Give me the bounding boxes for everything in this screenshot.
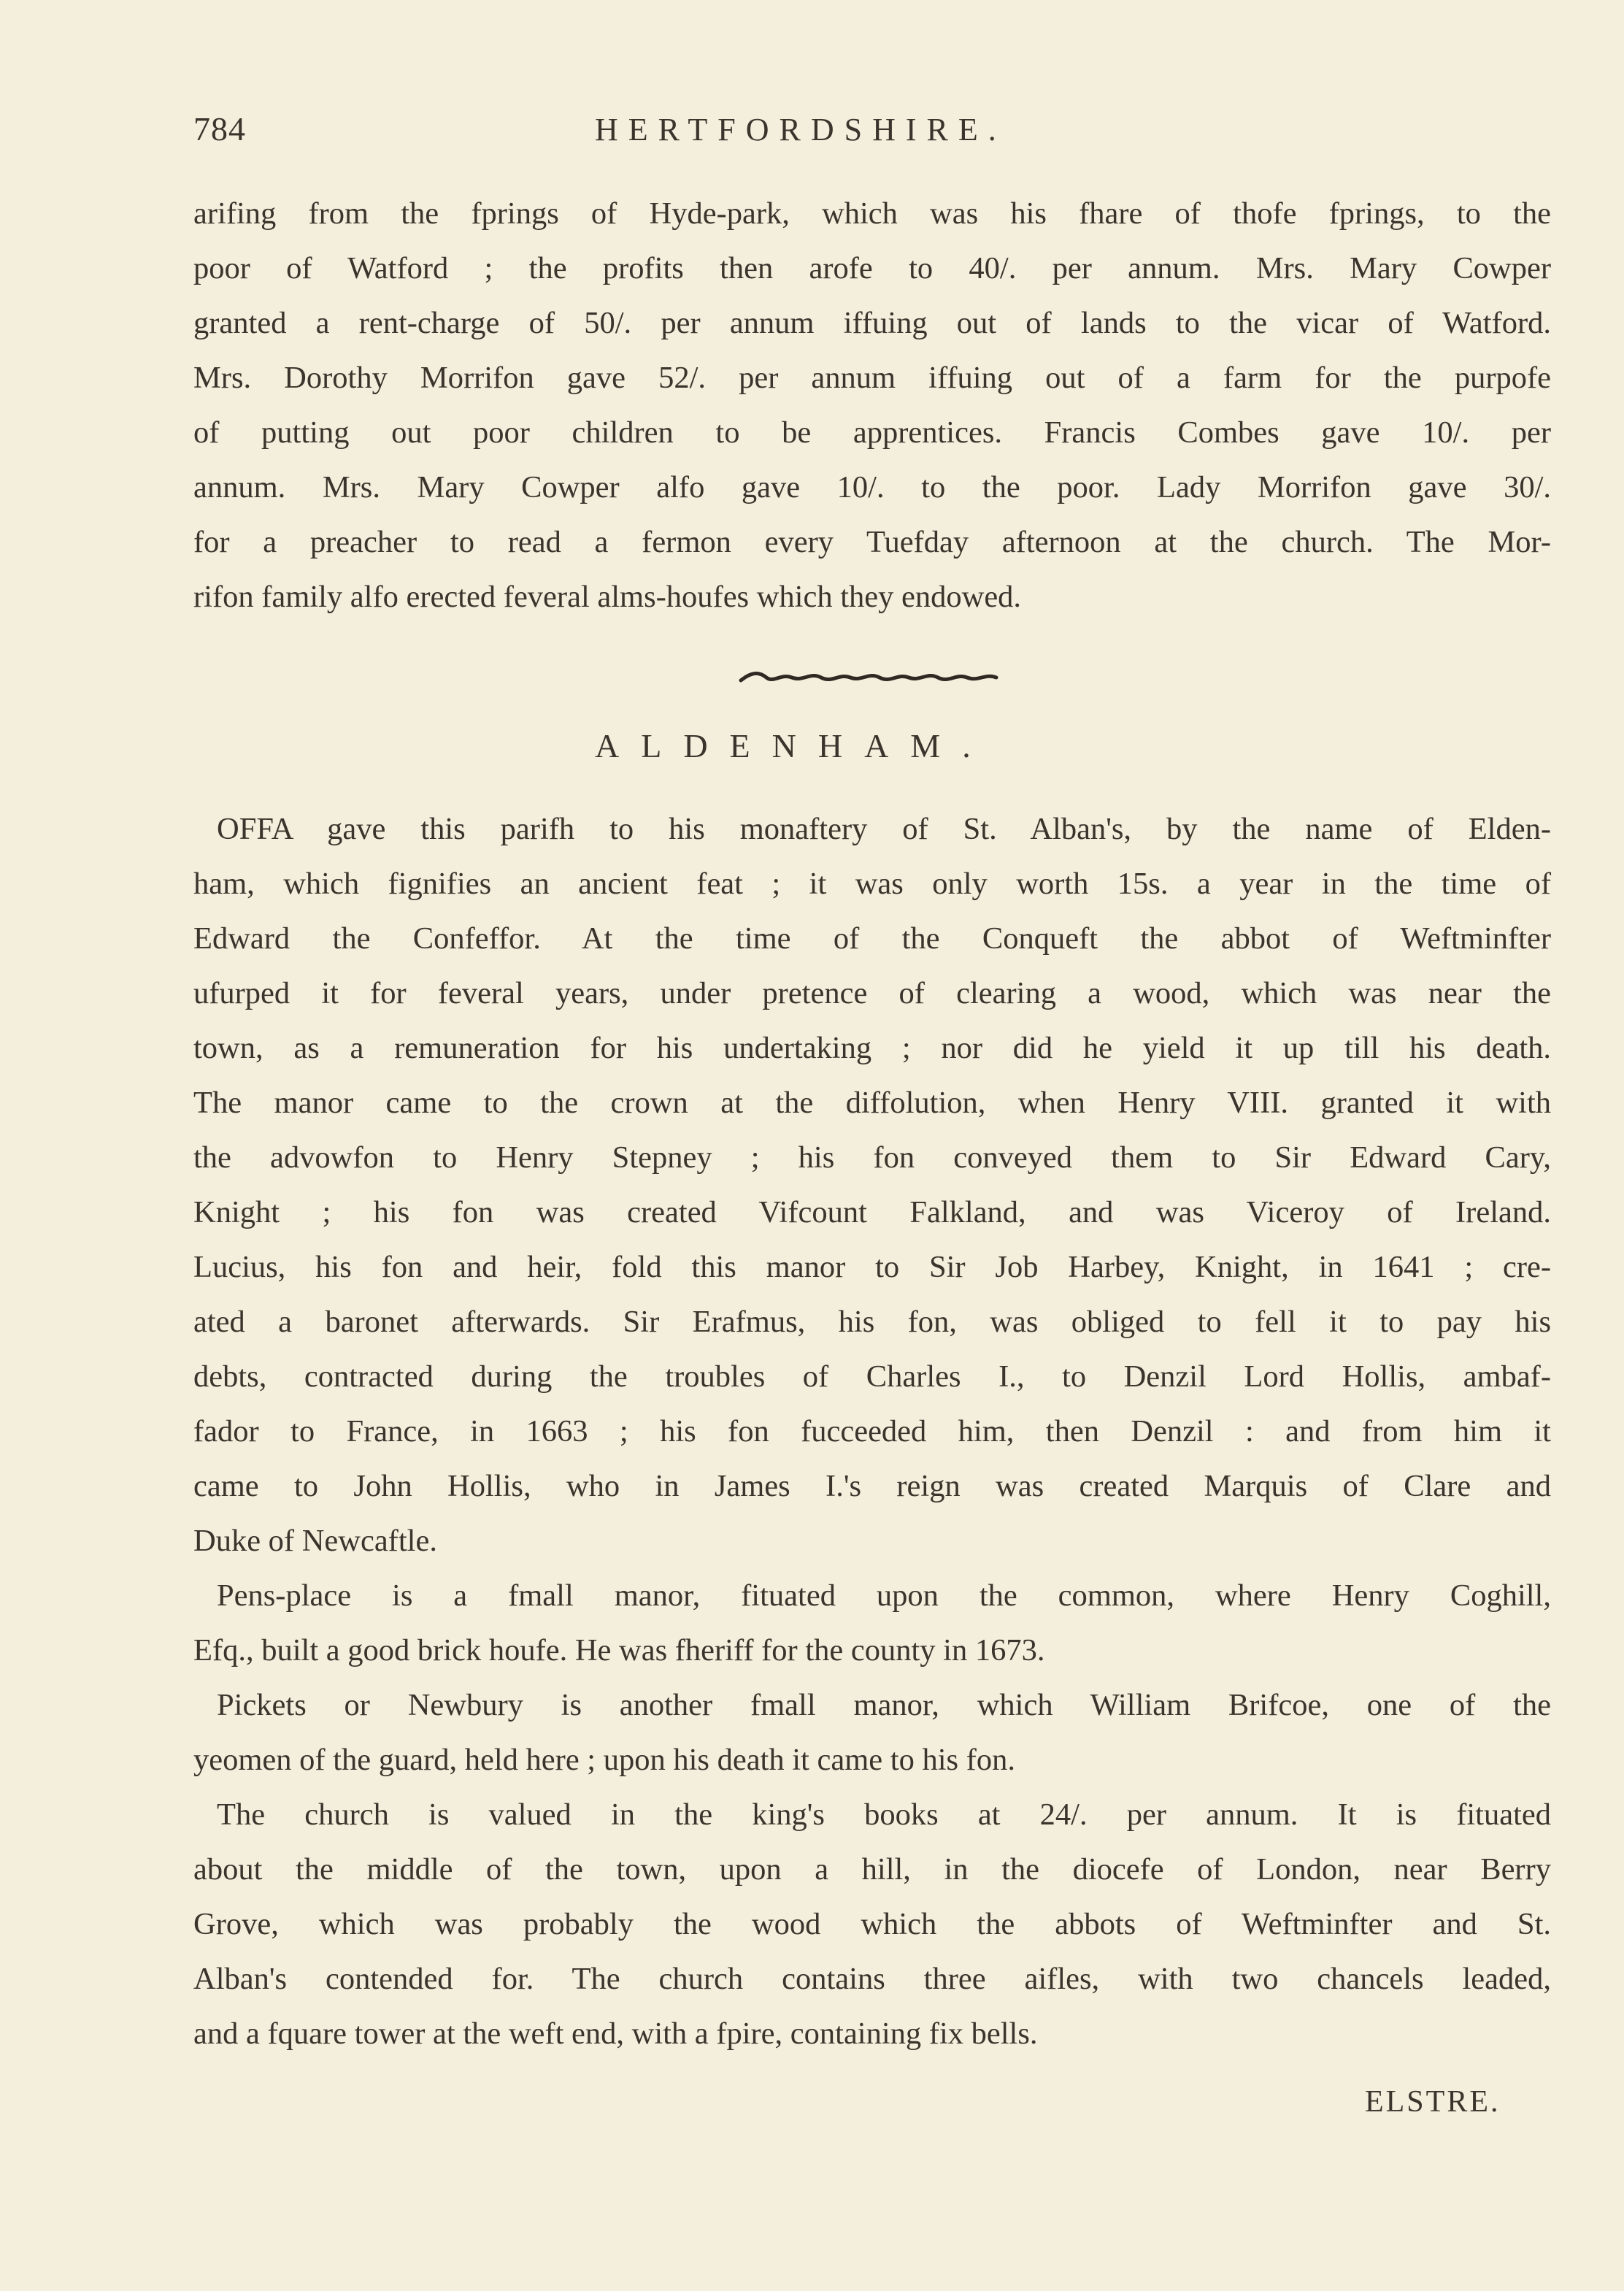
text-line: of putting out poor children to be apprentices. Francis Combes gave 10/. per <box>193 415 1551 450</box>
text-line: Efq., built a good brick houfe. He was fheriff for the county in 1673. <box>193 1633 1045 1668</box>
text-line: debts, contracted during the troubles of Charles I., to Denzil Lord Hollis, ambaf- <box>193 1359 1551 1394</box>
text-line: The manor came to the crown at the diffolution, when Henry VIII. granted it with <box>193 1086 1551 1120</box>
text-line: poor of Watford ; the profits then arofe to 40/. per annum. Mrs. Mary Cowper <box>193 251 1551 285</box>
text-line: came to John Hollis, who in James I.'s reign was created Marquis of Clare and <box>193 1469 1551 1503</box>
text-line: town, as a remuneration for his undertaking ; nor did he yield it up till his death. <box>193 1031 1551 1065</box>
catchword: ELSTRE. <box>1365 2085 1501 2119</box>
text-line: ham, which fignifies an ancient feat ; it was only worth 15s. a year in the time of <box>193 867 1551 901</box>
text-line: rifon family alfo erected feveral alms-houfes which they endowed. <box>193 580 1022 614</box>
decorative-divider-ornament <box>737 670 1000 686</box>
text-line: Duke of Newcaftle. <box>193 1524 437 1558</box>
text-line: The church is valued in the king's books at 24/. per annum. It is fituated <box>217 1797 1551 1832</box>
text-line: Pickets or Newbury is another fmall manor, which William Brifcoe, one of the <box>217 1688 1551 1722</box>
text-line: Knight ; his fon was created Vifcount Falkland, and was Viceroy of Ireland. <box>193 1195 1551 1229</box>
text-line: arifing from the fprings of Hyde-park, which was his fhare of thofe fprings, to the <box>193 196 1551 231</box>
text-line: for a preacher to read a fermon every Tuefday afternoon at the church. The Mor- <box>193 525 1551 559</box>
running-title: HERTFORDSHIRE. <box>595 112 1007 147</box>
text-line: Alban's contended for. The church contains three aifles, with two chancels leaded, <box>193 1962 1551 1996</box>
text-line: fador to France, in 1663 ; his fon fucceeded him, then Denzil : and from him it <box>193 1414 1551 1448</box>
paragraph-watford-charities <box>193 186 1551 624</box>
text-line: about the middle of the town, upon a hill, in the diocefe of London, near Berry <box>193 1852 1551 1887</box>
text-line: Mrs. Dorothy Morrifon gave 52/. per annum iffuing out of a farm for the purpofe <box>193 361 1551 395</box>
text-line: yeomen of the guard, held here ; upon his death it came to his fon. <box>193 1743 1015 1777</box>
text-line: OFFA gave this parifh to his monaftery of St. Alban's, by the name of Elden- <box>217 812 1551 846</box>
text-line: Lucius, his fon and heir, fold this manor to Sir Job Harbey, Knight, in 1641 ; cre- <box>193 1250 1551 1284</box>
text-line: annum. Mrs. Mary Cowper alfo gave 10/. to the poor. Lady Morrifon gave 30/. <box>193 470 1551 504</box>
page-number: 784 <box>193 110 246 147</box>
text-line: Edward the Confeffor. At the time of the Conqueft the abbot of Weftminfter <box>193 921 1551 956</box>
text-line: Pens-place is a fmall manor, fituated upon the common, where Henry Coghill, <box>217 1578 1551 1613</box>
page-header <box>193 110 1551 161</box>
text-line: granted a rent-charge of 50/. per annum iffuing out of lands to the vicar of Watford. <box>193 306 1551 340</box>
text-line: the advowfon to Henry Stepney ; his fon conveyed them to Sir Edward Cary, <box>193 1140 1551 1175</box>
paragraph-aldenham-history <box>193 802 1551 2061</box>
text-line: ated a baronet afterwards. Sir Erafmus, his fon, was obliged to fell it to pay his <box>193 1305 1551 1339</box>
section-title-aldenham: ALDENHAM. <box>595 727 993 764</box>
text-line: and a fquare tower at the weft end, with a fpire, containing fix bells. <box>193 2016 1038 2051</box>
text-line: ufurped it for feveral years, under pretence of clearing a wood, which was near the <box>193 976 1551 1010</box>
text-line: Grove, which was probably the wood which the abbots of Weftminfter and St. <box>193 1907 1551 1941</box>
